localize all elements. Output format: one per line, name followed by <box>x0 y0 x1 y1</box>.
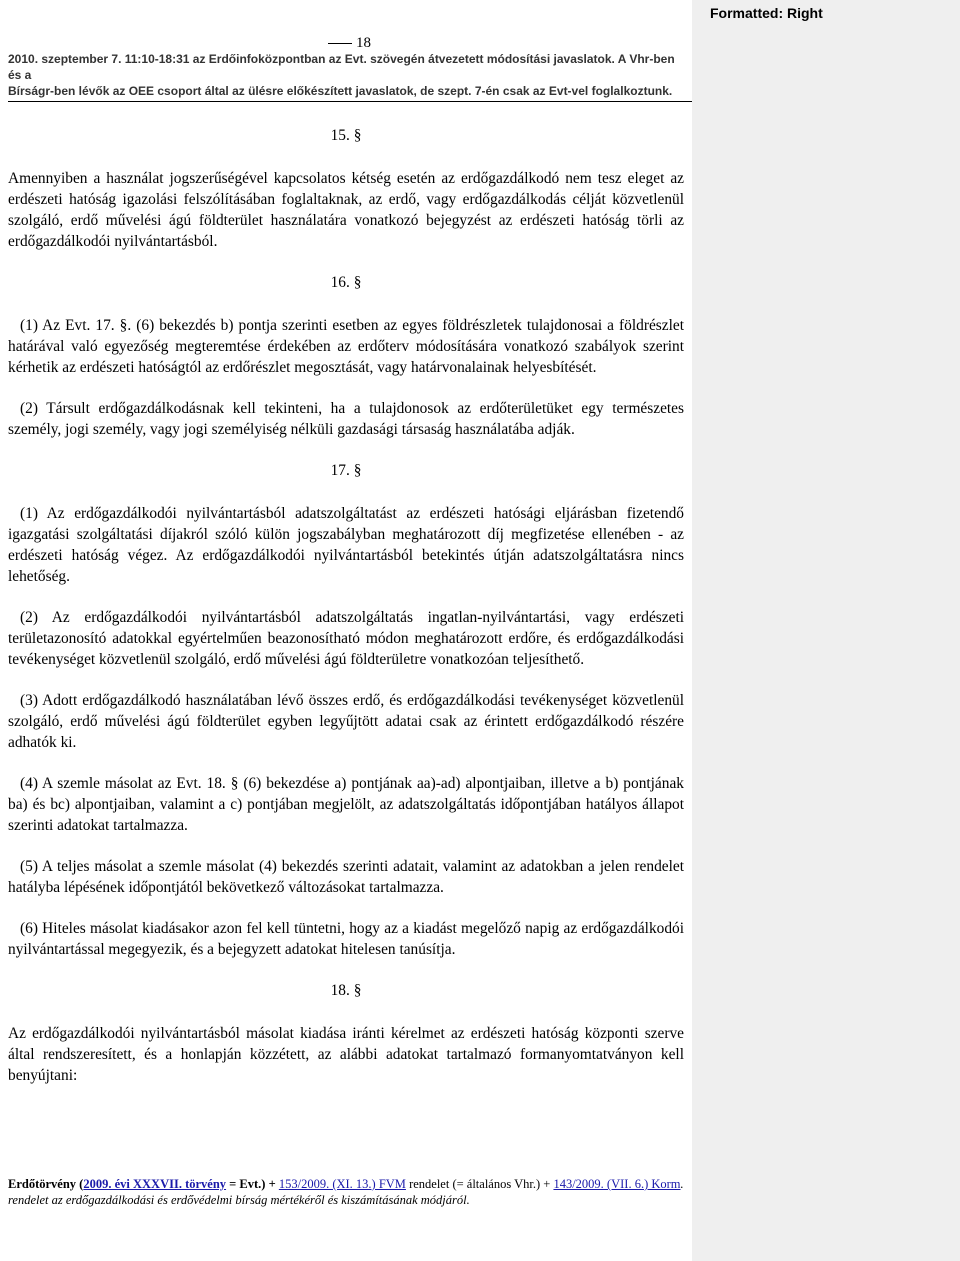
formatting-comment: Formatted: Right <box>710 5 823 21</box>
comment-sidebar <box>692 0 960 1261</box>
footer-text: . rendelet az erdőgazdálkodási és erdővédelmi bírság mértékéről és kiszámításának módjáról. <box>8 1177 684 1207</box>
section-title-18: 18. § <box>330 982 362 999</box>
footer-text: Erdőtörvény ( <box>8 1177 84 1191</box>
footer-link-evt[interactable]: 2009. évi XXXVII. törvény <box>83 1177 227 1191</box>
paragraph: Az erdőgazdálkodói nyilvántartásból másolat kiadása iránti kérelmet az erdészeti hatóság központi szerve által rendszeresített, és a honlapján közzétett, az alábbi adatokat tartalmazó formanyomtatványon kell benyújtani: <box>8 1025 684 1084</box>
paragraph: (4) A szemle másolat az Evt. 18. § (6) bekezdése a) pontjának aa)-ad) alpontjaiban, illetve a b) pontjának ba) és bc) alpontjaiban, valamint a c) pontjában megjelölt, az adatszolgáltatás időpontjában hatályos állapot szerinti adatokat tartalmazza. <box>8 775 684 834</box>
section-title-17: 17. § <box>330 462 362 479</box>
document-body <box>8 125 684 1106</box>
paragraph: (2) Az erdőgazdálkodói nyilvántartásból adatszolgáltatás ingatlan-nyilvántartási, vagy erdészeti területazonosító adatokkal egyértelműen beazonosítható módon meghatározott erdőre, és erdőgazdálkodási tevékenységet közvetlenül szolgáló, erdő művelési ágú földterületre vonatkozóan teljesíthető. <box>8 609 684 668</box>
paragraph: (2) Társult erdőgazdálkodásnak kell tekinteni, ha a tulajdonosok az erdőterületüket egy természetes személy, jogi személy, vagy jogi személyiség nélküli gazdasági társaság használatába adják. <box>8 400 684 438</box>
section-title-15: 15. § <box>330 127 362 144</box>
footer-text: = Evt.) + <box>226 1177 279 1191</box>
paragraph: (1) Az Evt. 17. §. (6) bekezdés b) pontja szerinti esetben az egyes földrészletek tulajdonosai a földrészlet határával való egyezőség megteremtése érdekében az erdőterv módosítására vonatkozó szabályok szerint kérhetik az erdészeti hatóságtól az erdőrészlet megosztását, vagy határvonalainak helyesbítését. <box>8 317 684 376</box>
footer-text: rendelet (= általános Vhr.) + <box>405 1177 554 1191</box>
page-number-dash <box>328 43 352 44</box>
footer-link-fvm[interactable]: 153/2009. (XI. 13.) FVM <box>278 1177 406 1191</box>
page-header <box>8 35 688 102</box>
page-footer <box>8 1176 684 1208</box>
section-title-16: 16. § <box>330 274 362 291</box>
paragraph: Amennyiben a használat jogszerűségével kapcsolatos kétség esetén az erdőgazdálkodó nem tesz eleget az erdészeti hatóság igazolási felszólításában foglaltaknak, az erdő, vagy erdőgazdálkodás célját közvetlenül szolgáló, erdő művelési ágú földterület használatára vonatkozó bejegyzést az erdészeti hatóság törli az erdőgazdálkodói nyilvántartásból. <box>8 170 684 250</box>
footer-link-korm[interactable]: 143/2009. (VII. 6.) Korm <box>553 1177 681 1191</box>
paragraph: (5) A teljes másolat a szemle másolat (4) bekezdés szerinti adatait, valamint az adatokban a jelen rendelet hatályba lépésének időpontjától bekövetkező változásokat tartalmazza. <box>8 858 684 896</box>
paragraph: (3) Adott erdőgazdálkodó használatában lévő összes erdő, és erdőgazdálkodási tevékenységet közvetlenül szolgáló, erdő művelési ágú földterület egyben legyűjtött adatai csak az érintett erdőgazdálkodó részére adhatók ki. <box>8 692 684 751</box>
page-number-text: 18 <box>356 35 371 51</box>
header-rule <box>8 101 692 102</box>
header-note-line1: 2010. szeptember 7. 11:10-18:31 az Erdőinfoközpontban az Evt. szövegén átvezetett módosítási javaslatok. A Vhr-ben és a <box>8 52 675 82</box>
header-note-line2: Bírságr-ben lévők az OEE csoport által az ülésre előkészített javaslatok, de szept. 7-én csak az Evt-vel foglalkoztunk. <box>8 84 673 98</box>
paragraph: (1) Az erdőgazdálkodói nyilvántartásból adatszolgáltatást az erdészeti hatósági eljárásban fizetendő igazgatási szolgáltatási díjakról szóló külön jogszabályban meghatározott díj megfizetése ellenében - az erdészeti hatóság végez. Az erdőgazdálkodói nyilvántartásból betekintés útján adatszolgáltatásra nincs lehetőség. <box>8 505 684 585</box>
page-number <box>328 35 960 51</box>
paragraph: (6) Hiteles másolat kiadásakor azon fel kell tüntetni, hogy az a kiadást megelőző napig az erdőgazdálkodói nyilvántartással megegyezik, és a bejegyzett adatokat hitelesen tanúsítja. <box>8 920 684 958</box>
